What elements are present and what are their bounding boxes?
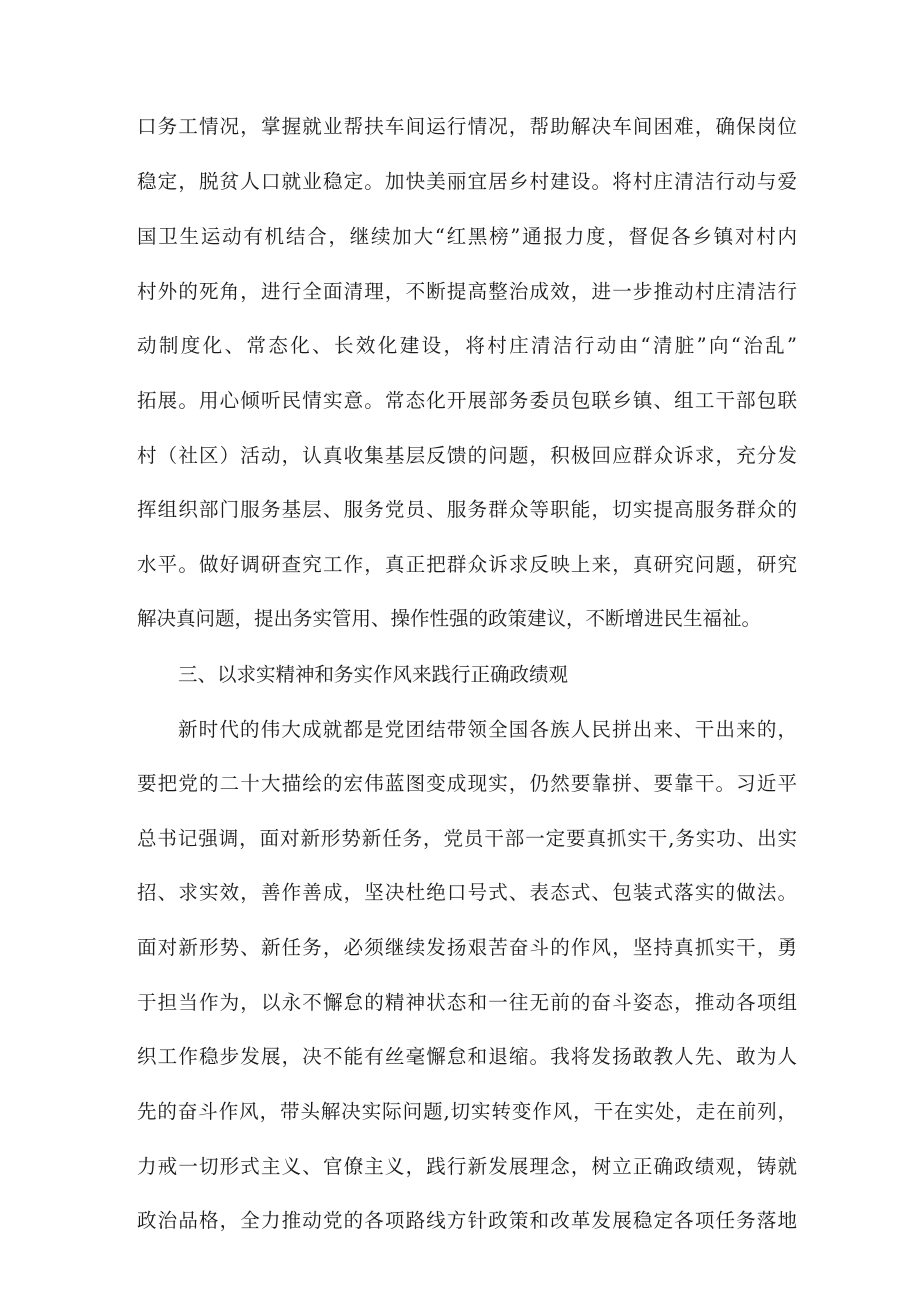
paragraph-line: 水平。做好调研查究工作，真正把群众诉求反映上来，真研究问题，研究	[137, 553, 797, 576]
paragraph-line: 国卫生运动有机结合，继续加大“红黑榜”通报力度，督促各乡镇对村内	[137, 225, 797, 248]
paragraph-line: 村（社区）活动，认真收集基层反馈的问题，积极回应群众诉求，充分发	[137, 444, 797, 467]
paragraph-line: 挥组织部门服务基层、服务党员、服务群众等职能，切实提高服务群众的	[137, 498, 797, 521]
section-heading: 三、以求实精神和务实作风来践行正确政绩观	[178, 663, 569, 686]
paragraph-line: 先的奋斗作风，带头解决实际问题,切实转变作风，干在实处，走在前列，	[137, 1100, 797, 1123]
paragraph-line: 解决真问题，提出务实管用、操作性强的政策建议，不断增进民生福祉。	[137, 607, 762, 630]
paragraph-line: 稳定，脱贫人口就业稳定。加快美丽宜居乡村建设。将村庄清洁行动与爱	[137, 170, 797, 193]
paragraph-line: 面对新形势、新任务，必须继续发扬艰苦奋斗的作风，坚持真抓实干，勇	[137, 936, 797, 959]
paragraph-line: 拓展。用心倾听民情实意。常态化开展部务委员包联乡镇、组工干部包联	[137, 389, 797, 412]
paragraph-line: 新时代的伟大成就都是党团结带领全国各族人民拼出来、干出来的，	[178, 718, 797, 741]
paragraph-line: 招、求实效，善作善成，坚决杜绝口号式、表态式、包装式落实的做法。	[137, 881, 797, 904]
paragraph-line: 力戒一切形式主义、官僚主义，践行新发展理念，树立正确政绩观，铸就	[137, 1155, 797, 1178]
paragraph-line: 织工作稳步发展，决不能有丝毫懈怠和退缩。我将发扬敢教人先、敢为人	[137, 1045, 797, 1068]
paragraph-line: 要把党的二十大描绘的宏伟蓝图变成现实，仍然要靠拼、要靠干。习近平	[137, 772, 797, 795]
paragraph-line: 政治品格，全力推动党的各项路线方针政策和改革发展稳定各项任务落地	[137, 1209, 797, 1232]
paragraph-line: 于担当作为，以永不懈怠的精神状态和一往无前的奋斗姿态，推动各项组	[137, 991, 797, 1014]
paragraph-line: 动制度化、常态化、长效化建设，将村庄清洁行动由“清脏”向“治乱”	[137, 334, 797, 357]
paragraph-line: 总书记强调，面对新形势新任务，党员干部一定要真抓实干,务实功、出实	[137, 827, 797, 850]
paragraph-line: 村外的死角，进行全面清理，不断提高整治成效，进一步推动村庄清洁行	[137, 280, 797, 303]
paragraph-line: 口务工情况，掌握就业帮扶车间运行情况，帮助解决车间困难，确保岗位	[137, 115, 797, 138]
